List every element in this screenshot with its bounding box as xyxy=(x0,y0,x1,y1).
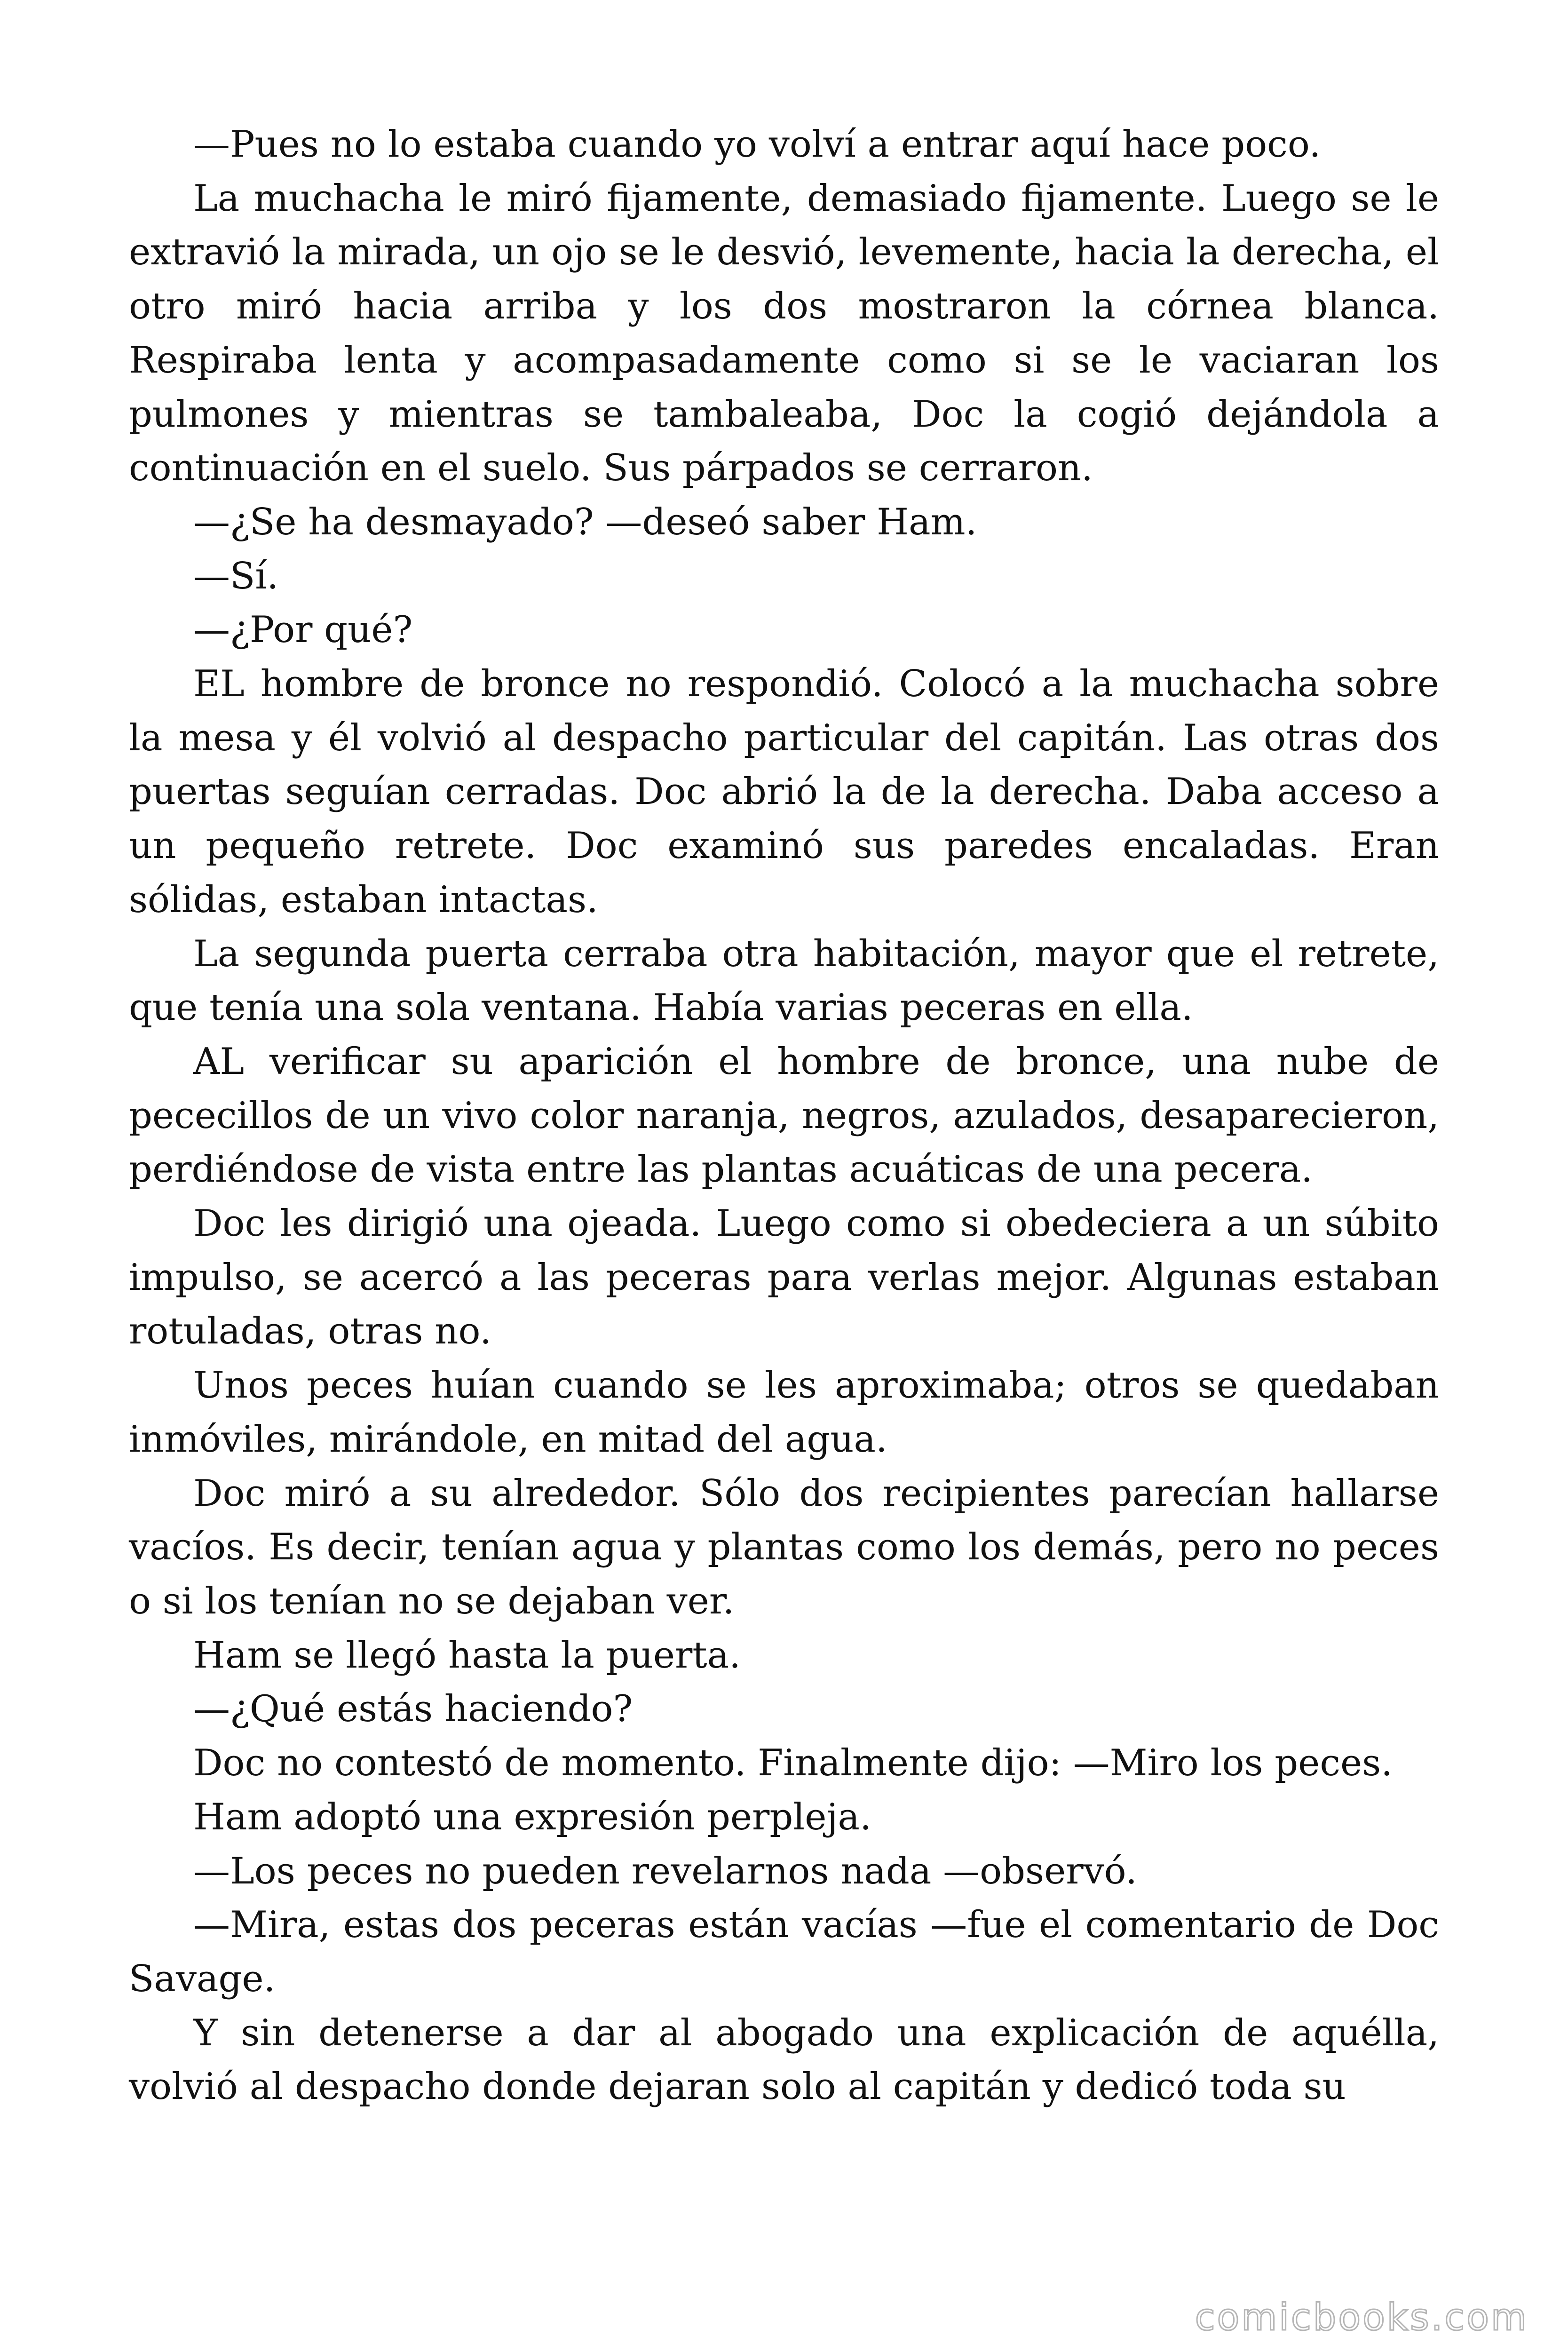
paragraph: AL verificar su aparición el hombre de bronce, una nube de pececillos de un vivo color naranja, negros, azulados, desaparecieron, perdiéndose de vista entre las plantas acuáticas de una pecera. xyxy=(129,1040,1439,1191)
paragraph: —¿Se ha desmayado? —deseó saber Ham. xyxy=(193,501,977,543)
paragraph: —¿Por qué? xyxy=(193,609,413,652)
paragraph: —¿Qué estás haciendo? xyxy=(193,1688,633,1731)
paragraph: EL hombre de bronce no respondió. Colocó a la muchacha sobre la mesa y él volvió al despacho particular del capitán. Las otras dos puertas seguían cerradas. Doc abrió la de la derecha. Daba acceso a un pequeño retrete. Doc examinó sus paredes encaladas. Eran sólidas, estaban intactas. xyxy=(129,663,1439,921)
paragraph: Doc les dirigió una ojeada. Luego como si obedeciera a un súbito impulso, se acercó a las peceras para verlas mejor. Algunas estaban rotuladas, otras no. xyxy=(129,1202,1439,1353)
paragraph: —Los peces no pueden revelarnos nada —observó. xyxy=(193,1850,1137,1892)
paragraph: —Pues no lo estaba cuando yo volví a entrar aquí hace poco. xyxy=(193,123,1321,166)
watermark: comicbooks.com xyxy=(1195,2296,1528,2339)
paragraph: Doc miró a su alrededor. Sólo dos recipientes parecían hallarse vacíos. Es decir, tenían agua y plantas como los demás, pero no peces o si los tenían no se dejaban ver. xyxy=(129,1472,1439,1622)
paragraph: La muchacha le miró fijamente, demasiado fijamente. Luego se le extravió la mirada, un ojo se le desvió, levemente, hacia la derecha, el otro miró hacia arriba y los dos mostraron la córnea blanca. Respiraba lenta y acompasadamente como si se le vaciaran los pulmones y mientras se tambaleaba, Doc la cogió dejándola a continuación en el suelo. Sus párpados se cerraron. xyxy=(129,177,1439,490)
paragraph: Y sin detenerse a dar al abogado una explicación de aquélla, volvió al despacho donde dejaran solo al capitán y dedicó toda su xyxy=(129,2011,1439,2108)
paragraph: —Sí. xyxy=(193,555,279,597)
paragraph: Ham adoptó una expresión perpleja. xyxy=(193,1796,871,1838)
paragraph: La segunda puerta cerraba otra habitación, mayor que el retrete, que tenía una sola ventana. Había varias peceras en ella. xyxy=(129,932,1439,1029)
body-text xyxy=(129,118,1439,2114)
paragraph: Doc no contestó de momento. Finalmente dijo: —Miro los peces. xyxy=(193,1742,1393,1785)
paragraph: Unos peces huían cuando se les aproximaba; otros se quedaban inmóviles, mirándole, en mitad del agua. xyxy=(129,1364,1439,1461)
paragraph: —Mira, estas dos peceras están vacías —fue el comentario de Doc Savage. xyxy=(129,1904,1439,2000)
paragraph: Ham se llegó hasta la puerta. xyxy=(193,1634,741,1677)
